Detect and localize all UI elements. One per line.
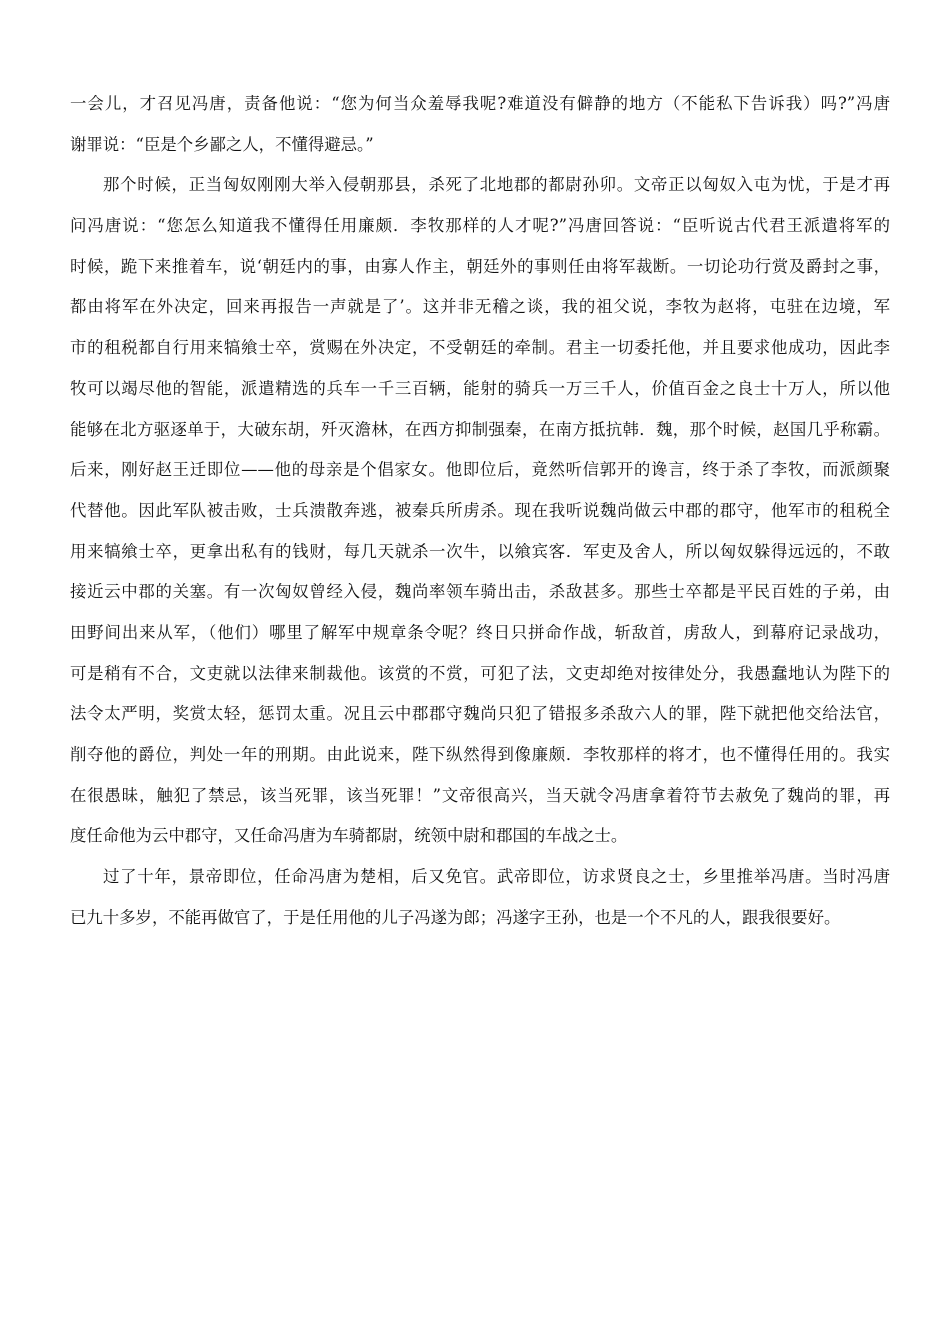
text-line-6: 都由将军在外决定，回来再报告一声就是了’。这并非无稽之谈，我的祖父说，李牧为赵将，屯驻在边境，军 bbox=[70, 297, 890, 317]
text-line-16: 法令太严明，奖赏太轻，惩罚太重。况且云中郡郡守魏尚只犯了错报多杀敌六人的罪，陛下就把他交给法官， bbox=[70, 704, 890, 724]
text-line-9: 能够在北方驱逐单于，大破东胡，歼灭澹林，在西方抑制强秦，在南方抵抗韩．魏，那个时候，赵国几乎称霸。 bbox=[70, 419, 890, 439]
text-line-1: 一会儿，才召见冯唐，责备他说：“您为何当众羞辱我呢?难道没有僻静的地方（不能私下告诉我）吗?”冯唐 bbox=[70, 94, 890, 113]
text-line-12: 用来犒飨士卒，更拿出私有的钱财，每几天就杀一次牛，以飨宾客．军吏及舍人，所以匈奴躲得远远的，不敢 bbox=[70, 541, 890, 561]
text-line-17: 削夺他的爵位，判处一年的刑期。由此说来，陛下纵然得到像廉颇．李牧那样的将才，也不懂得任用的。我实 bbox=[70, 745, 890, 764]
text-line-11: 代替他。因此军队被击败，士兵溃散奔逃，被秦兵所虏杀。现在我听说魏尚做云中郡的郡守，他军市的租税全 bbox=[70, 500, 890, 520]
text-line-18: 在很愚昧，触犯了禁忌，该当死罪，该当死罪！”文帝很高兴，当天就令冯唐拿着符节去赦免了魏尚的罪，再 bbox=[70, 785, 890, 805]
text-line-4: 问冯唐说：“您怎么知道我不懂得任用廉颇．李牧那样的人才呢?”冯唐回答说：“臣听说古代君王派遣将军的 bbox=[70, 216, 890, 236]
text-line-21: 已九十多岁，不能再做官了，于是任用他的儿子冯遂为郎；冯遂字王孙，也是一个不凡的人，跟我很要好。 bbox=[70, 907, 841, 927]
text-line-3: 那个时候，正当匈奴刚刚大举入侵朝那县，杀死了北地郡的都尉孙卯。文帝正以匈奴入屯为忧，于是才再 bbox=[103, 175, 890, 195]
text-line-14: 田野间出来从军，（他们）哪里了解军中规章条令呢？终日只拼命作战，斩敌首，虏敌人，到幕府记录战功， bbox=[70, 622, 890, 642]
text-line-5: 时候，跪下来推着车，说‘朝廷内的事，由寡人作主，朝廷外的事则任由将军裁断。一切论功行赏及爵封之事， bbox=[70, 256, 890, 276]
text-line-20: 过了十年，景帝即位，任命冯唐为楚相，后又免官。武帝即位，访求贤良之士，乡里推举冯唐。当时冯唐 bbox=[103, 867, 890, 887]
text-line-7: 市的租税都自行用来犒飨士卒，赏赐在外决定，不受朝廷的牵制。君主一切委托他，并且要求他成功，因此李 bbox=[70, 338, 890, 358]
text-line-19: 度任命他为云中郡守，又任命冯唐为车骑都尉，统领中尉和郡国的车战之士。 bbox=[70, 826, 628, 846]
text-line-10: 后来，刚好赵王迁即位——他的母亲是个倡家女。他即位后，竟然听信郭开的谗言，终于杀了李牧，而派颜聚 bbox=[70, 460, 890, 480]
text-line-13: 接近云中郡的关塞。有一次匈奴曾经入侵，魏尚率领车骑出击，杀敌甚多。那些士卒都是平民百姓的子弟，由 bbox=[70, 582, 890, 602]
document-body bbox=[70, 91, 890, 945]
text-line-15: 可是稍有不合，文吏就以法律来制裁他。该赏的不赏，可犯了法，文吏却绝对按律处分，我愚蠢地认为陛下的 bbox=[70, 663, 890, 683]
text-line-8: 牧可以竭尽他的智能，派遣精选的兵车一千三百辆，能射的骑兵一万三千人，价值百金之良士十万人，所以他 bbox=[70, 378, 890, 398]
text-line-2: 谢罪说：“臣是个乡鄙之人，不懂得避忌。” bbox=[70, 134, 374, 154]
